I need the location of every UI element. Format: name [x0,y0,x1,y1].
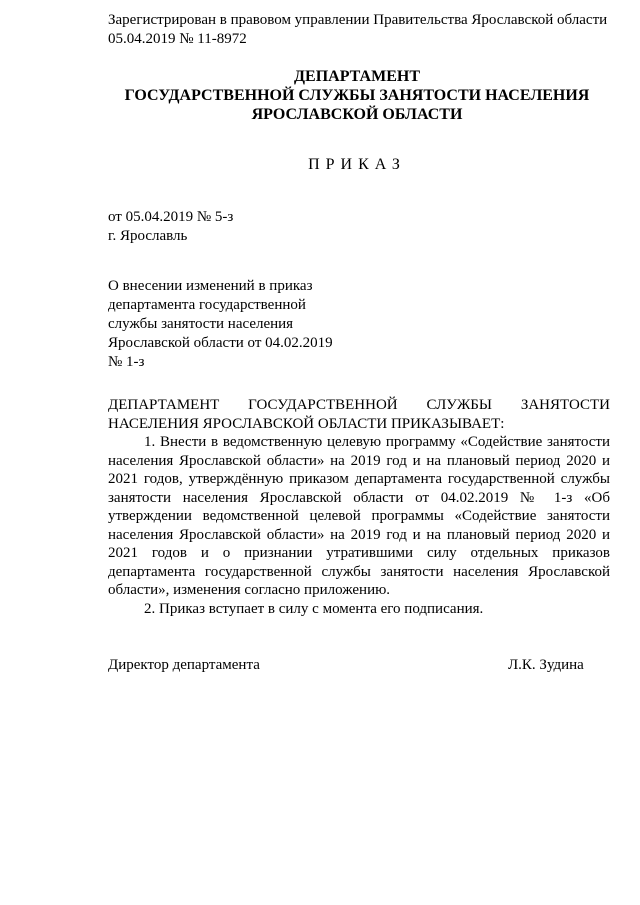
signatory-role: Директор департамента [108,657,260,673]
order-city: г. Ярославль [108,228,188,244]
order-preamble: ДЕПАРТАМЕНТ ГОСУДАРСТВЕННОЙ СЛУЖБЫ ЗАНЯТОСТИ НАСЕЛЕНИЯ ЯРОСЛАВСКОЙ ОБЛАСТИ ПРИКАЗЫВАЕТ: [108,397,610,432]
signatory-name: Л.К. Зудина [508,657,584,673]
subject-line: департамента государственной [108,297,306,313]
order-body [108,396,610,618]
order-item-2: 2. Приказ вступает в силу с момента его подписания. [144,600,484,617]
subject-line: службы занятости населения [108,316,294,332]
subject-line: Ярославской области от 04.02.2019 [108,335,333,351]
order-item-1: 1. Внести в ведомственную целевую программу «Содействие занятости населения Ярославской области» на 2019 год и на плановый период 2020 и 2021 годов, утверждённую приказом департамента государственной службы занятости населения Ярославской области от 04.02.2019 № 1-з «Об утверждении ведомственной целевой программы «Содействие занятости населения Ярославской области» на 2019 год и на плановый период 2020 и 2021 годов и о признании утратившими силу отдельных приказов департамента государственной службы занятости населения Ярославской области», изменения согласно приложению. [108,434,610,598]
department-title-line: ГОСУДАРСТВЕННОЙ СЛУЖБЫ ЗАНЯТОСТИ НАСЕЛЕНИЯ [124,87,590,104]
department-header [60,67,640,124]
department-title-line: ДЕПАРТАМЕНТ [294,68,420,85]
department-title-line: ЯРОСЛАВСКОЙ ОБЛАСТИ [251,106,463,123]
subject-line: № 1-з [108,354,145,370]
order-subject [108,277,348,372]
registration-line: Зарегистрирован в правовом управлении Правительства Ярославской области [108,12,608,28]
order-date-number: от 05.04.2019 № 5-з [108,209,234,225]
order-meta [108,208,233,246]
subject-line: О внесении изменений в приказ [108,278,313,294]
registration-stamp [108,11,618,49]
registration-date-number: 05.04.2019 № 11-8972 [108,31,247,47]
document-type-title: ПРИКАЗ [308,156,406,173]
